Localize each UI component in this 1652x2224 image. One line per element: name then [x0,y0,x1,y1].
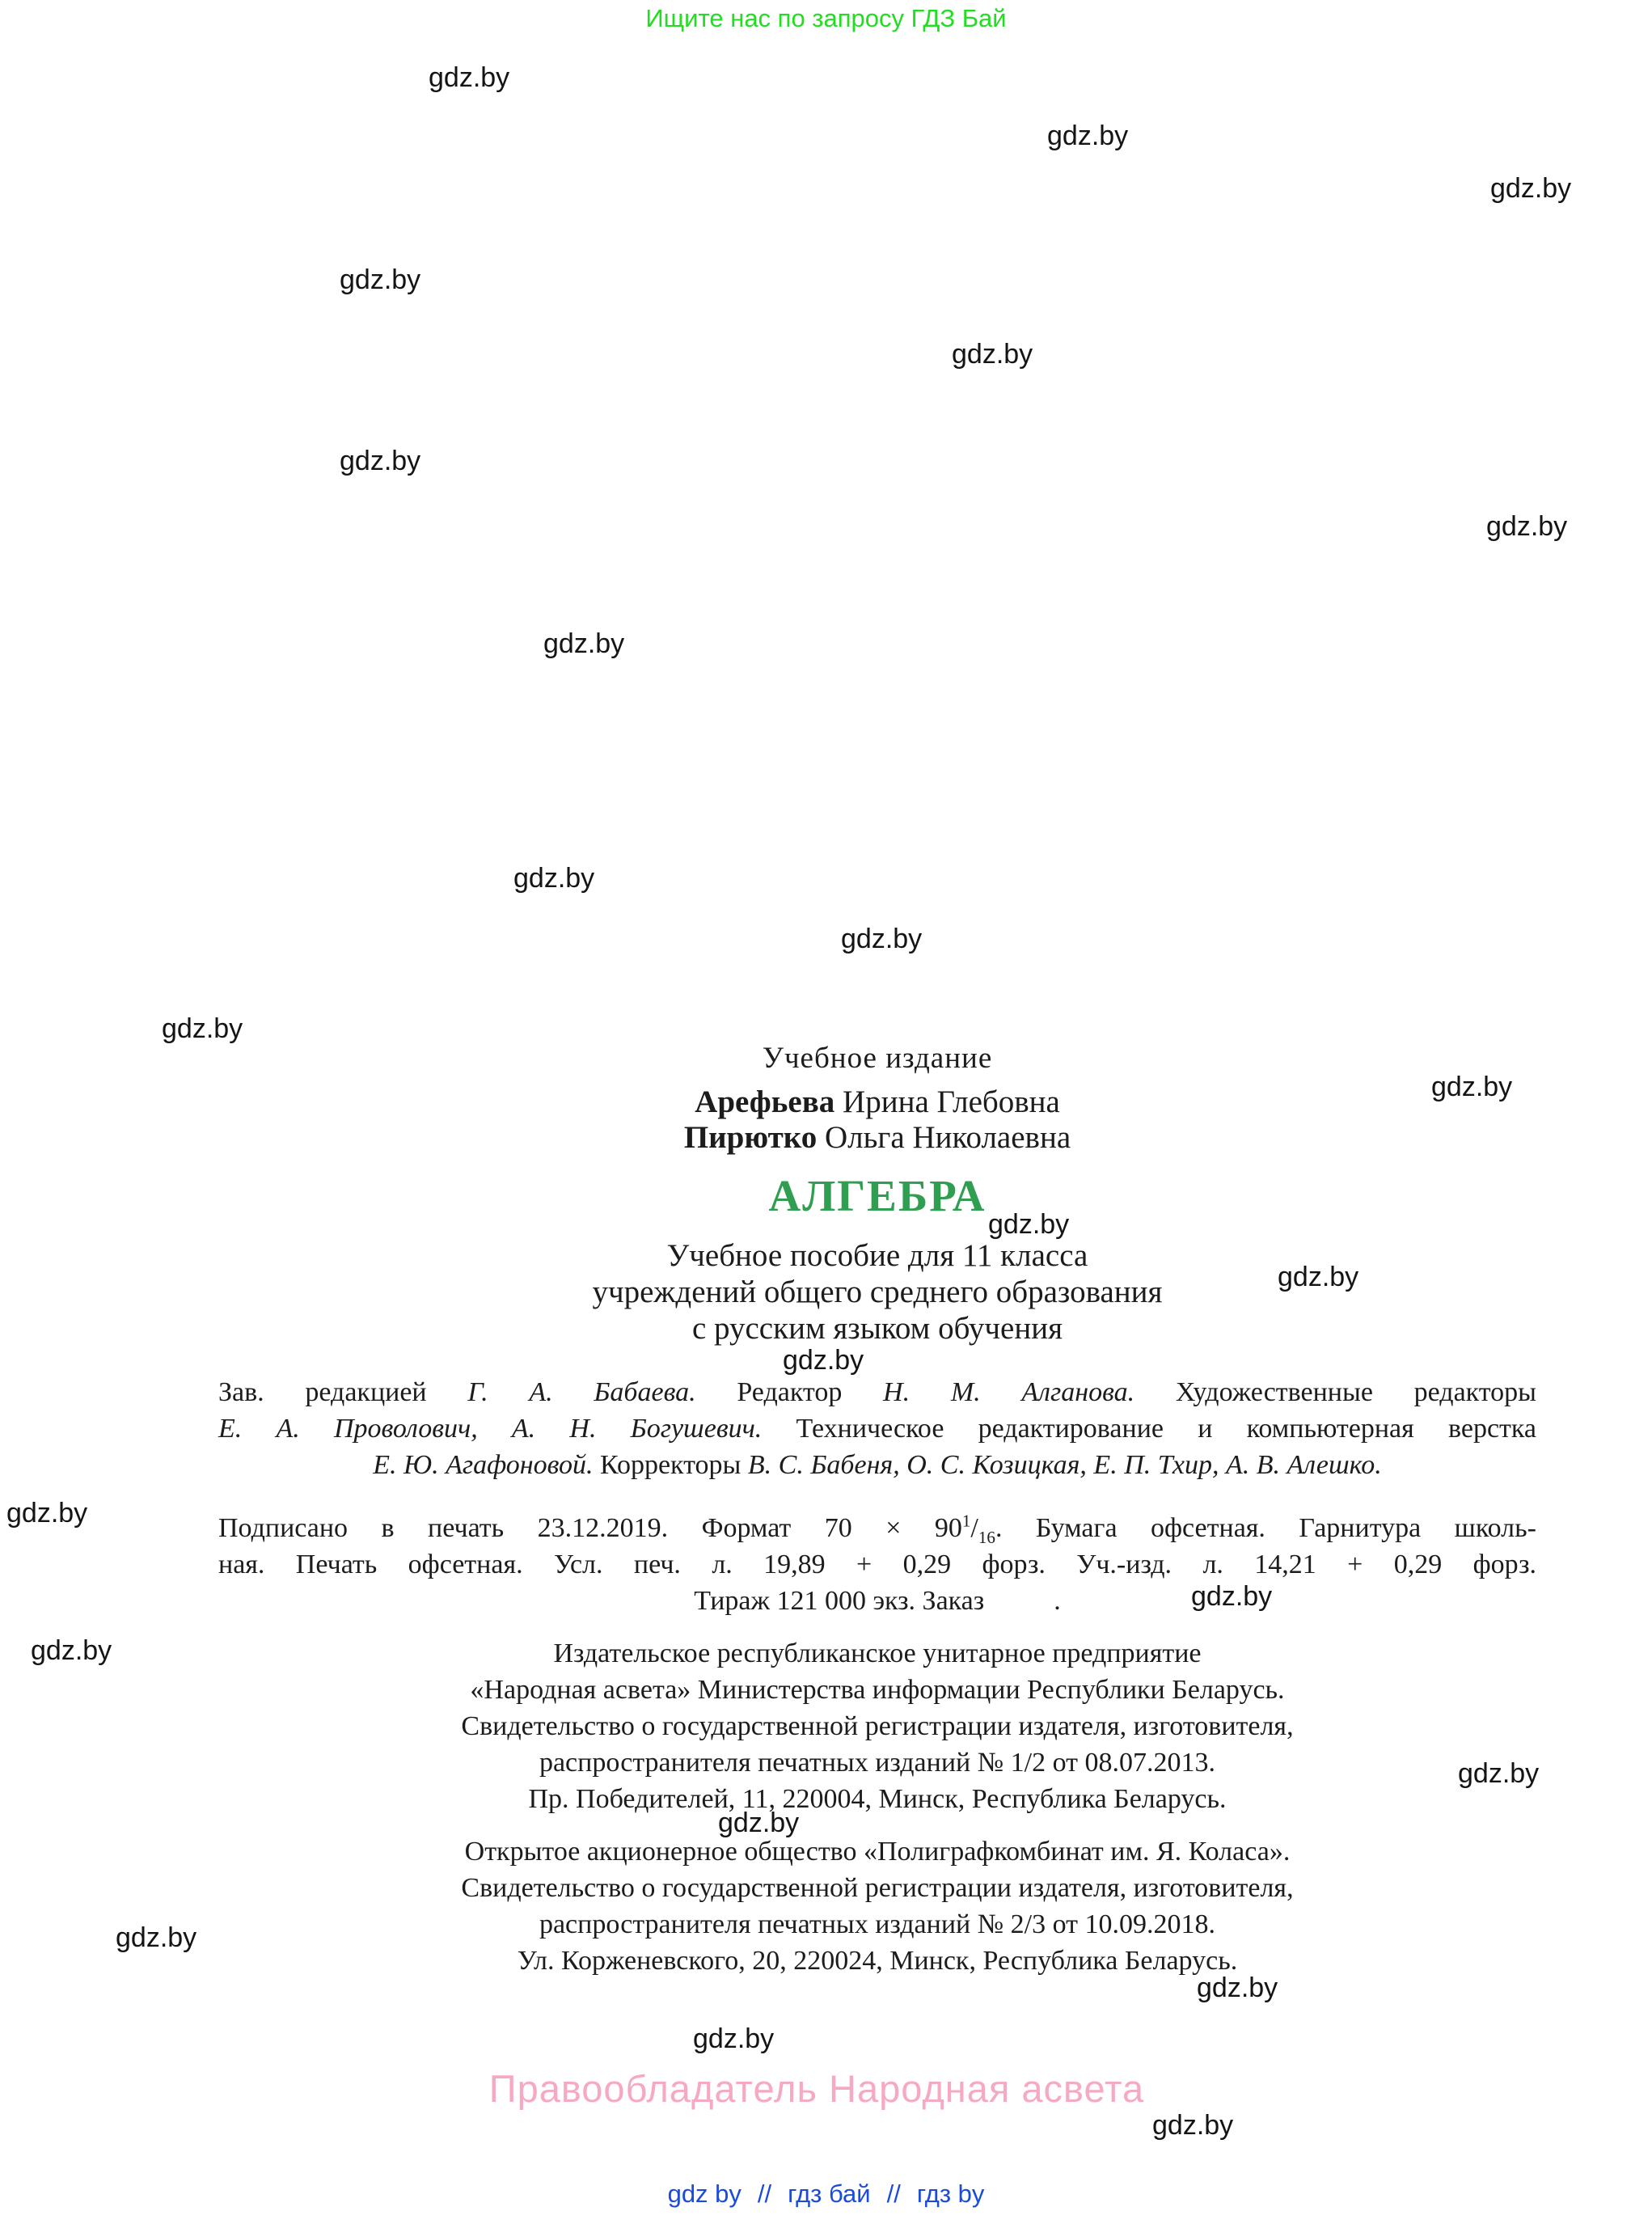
printing-house-line: Свидетельство о государственной регистрации издателя, изготовителя, [461,1873,1294,1903]
printing-house-line: распространителя печатных изданий № 2/3 от 10.09.2018. [539,1909,1216,1939]
promo-banner-text: Ищите нас по запросу ГДЗ Бай [645,4,1007,32]
author-surname: Пирютко [683,1120,818,1155]
watermark-gdz: gdz.by [162,1013,243,1044]
publisher-line: Свидетельство о государственной регистрации издателя, изготовителя, [461,1711,1294,1741]
staff-person: В. С. Бабеня, О. С. Козицкая, Е. П. Тхир, А. В. Алешко. [747,1450,1382,1480]
watermark-gdz: gdz.by [988,1209,1070,1240]
watermark-gdz: gdz.by [783,1345,864,1376]
footer-link-gdz-by[interactable]: gdz by [667,2180,741,2208]
staff-role: Зав. редакцией [218,1377,468,1407]
author-line [218,1120,1536,1156]
print-info-text: . Бумага офсетная. Гарнитура школь- [995,1513,1536,1543]
staff-role: Редактор [695,1377,884,1407]
edition-type-label: Учебное издание [762,1042,993,1075]
staff-line [218,1374,1536,1410]
staff-role: Художественные редакторы [1134,1377,1536,1407]
staff-line [218,1447,1536,1483]
watermark-gdz: gdz.by [543,628,625,659]
print-info-text: Подписано в печать 23.12.2019. Формат 70 [218,1513,886,1543]
author-line [218,1085,1536,1120]
watermark-gdz: gdz.by [116,1922,197,1953]
watermark-gdz: gdz.by [693,2023,775,2054]
watermark-gdz: gdz.by [31,1635,112,1666]
watermark-gdz: gdz.by [1152,2110,1234,2141]
period: . [1054,1586,1061,1616]
watermark-gdz: gdz.by [340,264,421,295]
staff-person: Е. А. Проволович, А. Н. Богушевич. [218,1414,763,1444]
copyright-holder-text: Правообладатель Народная асвета [488,2067,1145,2110]
publisher-line: Издательское республиканское унитарное предприятие [553,1638,1202,1668]
subtitle-line: учреждений общего среднего образования [592,1275,1163,1309]
staff-role: Корректоры [593,1450,748,1480]
watermark-gdz: gdz.by [1486,511,1568,542]
watermark-gdz: gdz.by [1458,1758,1540,1789]
watermark-gdz: gdz.by [1047,121,1129,151]
printing-house-line: Открытое акционерное общество «Полиграфкомбинат им. Я. Коласа». [464,1837,1291,1867]
subtitle-line: с русским языком обучения [691,1311,1063,1346]
footer-link-gdz-bai[interactable]: гдз бай [788,2180,871,2208]
staff-line [218,1410,1536,1447]
print-info-block [218,1510,1536,1619]
watermark-gdz: gdz.by [952,339,1033,370]
watermark-gdz: gdz.by [1191,1581,1273,1612]
footer-links [0,2177,1652,2211]
staff-role: Техническое редактирование и компьютерная верстка [762,1414,1536,1444]
footer-separator: // [886,2180,901,2208]
staff-person: Е. Ю. Агафоновой. [373,1450,594,1480]
staff-person: Н. М. Алганова. [883,1377,1135,1407]
author-surname: Арефьева [695,1085,835,1119]
watermark-gdz: gdz.by [1197,1972,1278,2003]
publisher-line: «Народная асвета» Министерства информации Республики Беларусь. [470,1675,1285,1705]
publisher-line: распространителя печатных изданий № 1/2 от 08.07.2013. [539,1748,1216,1778]
watermark-gdz: gdz.by [1490,173,1572,204]
watermark-gdz: gdz.by [429,62,510,93]
print-info-line [218,1510,1536,1546]
authors-block [218,1085,1536,1156]
printing-house-block [218,1833,1536,1979]
book-title: АЛГЕБРА [768,1171,987,1220]
print-run-label: Тираж 121 000 экз. Заказ [694,1586,985,1616]
publisher-line: Пр. Победителей, 11, 220004, Минск, Республика Беларусь. [528,1784,1227,1814]
watermark-gdz: gdz.by [718,1808,800,1838]
author-name: Ольга Николаевна [817,1120,1071,1155]
author-name: Ирина Глебовна [834,1085,1060,1119]
footer-separator: // [757,2180,772,2208]
print-info-text: 90 [901,1513,962,1543]
format-numerator: 1 [961,1511,971,1531]
watermark-gdz: gdz.by [1278,1262,1359,1292]
subtitle-line: Учебное пособие для 11 класса [666,1238,1088,1273]
printing-house-line: Ул. Корженевского, 20, 220024, Минск, Республика Беларусь. [517,1946,1238,1976]
multiply-sign: × [885,1513,902,1543]
watermark-gdz: gdz.by [340,446,421,476]
publisher-block [218,1635,1536,1817]
print-info-line: ная. Печать офсетная. Усл. печ. л. 19,89 + 0,29 форз. Уч.-изд. л. 14,21 + 0,29 форз. [218,1550,1536,1579]
footer-link-gdz-by-ru[interactable]: гдз by [916,2180,985,2208]
fraction-slash: / [970,1513,978,1543]
watermark-gdz: gdz.by [6,1498,88,1528]
watermark-gdz: gdz.by [1431,1072,1513,1102]
staff-person: Г. А. Бабаева. [467,1377,696,1407]
print-info-line [218,1583,1536,1619]
watermark-gdz: gdz.by [513,863,595,894]
format-denominator: 16 [978,1527,995,1547]
watermark-gdz: gdz.by [841,924,923,954]
staff-credits-block [218,1374,1536,1483]
subtitle-block [218,1237,1536,1347]
